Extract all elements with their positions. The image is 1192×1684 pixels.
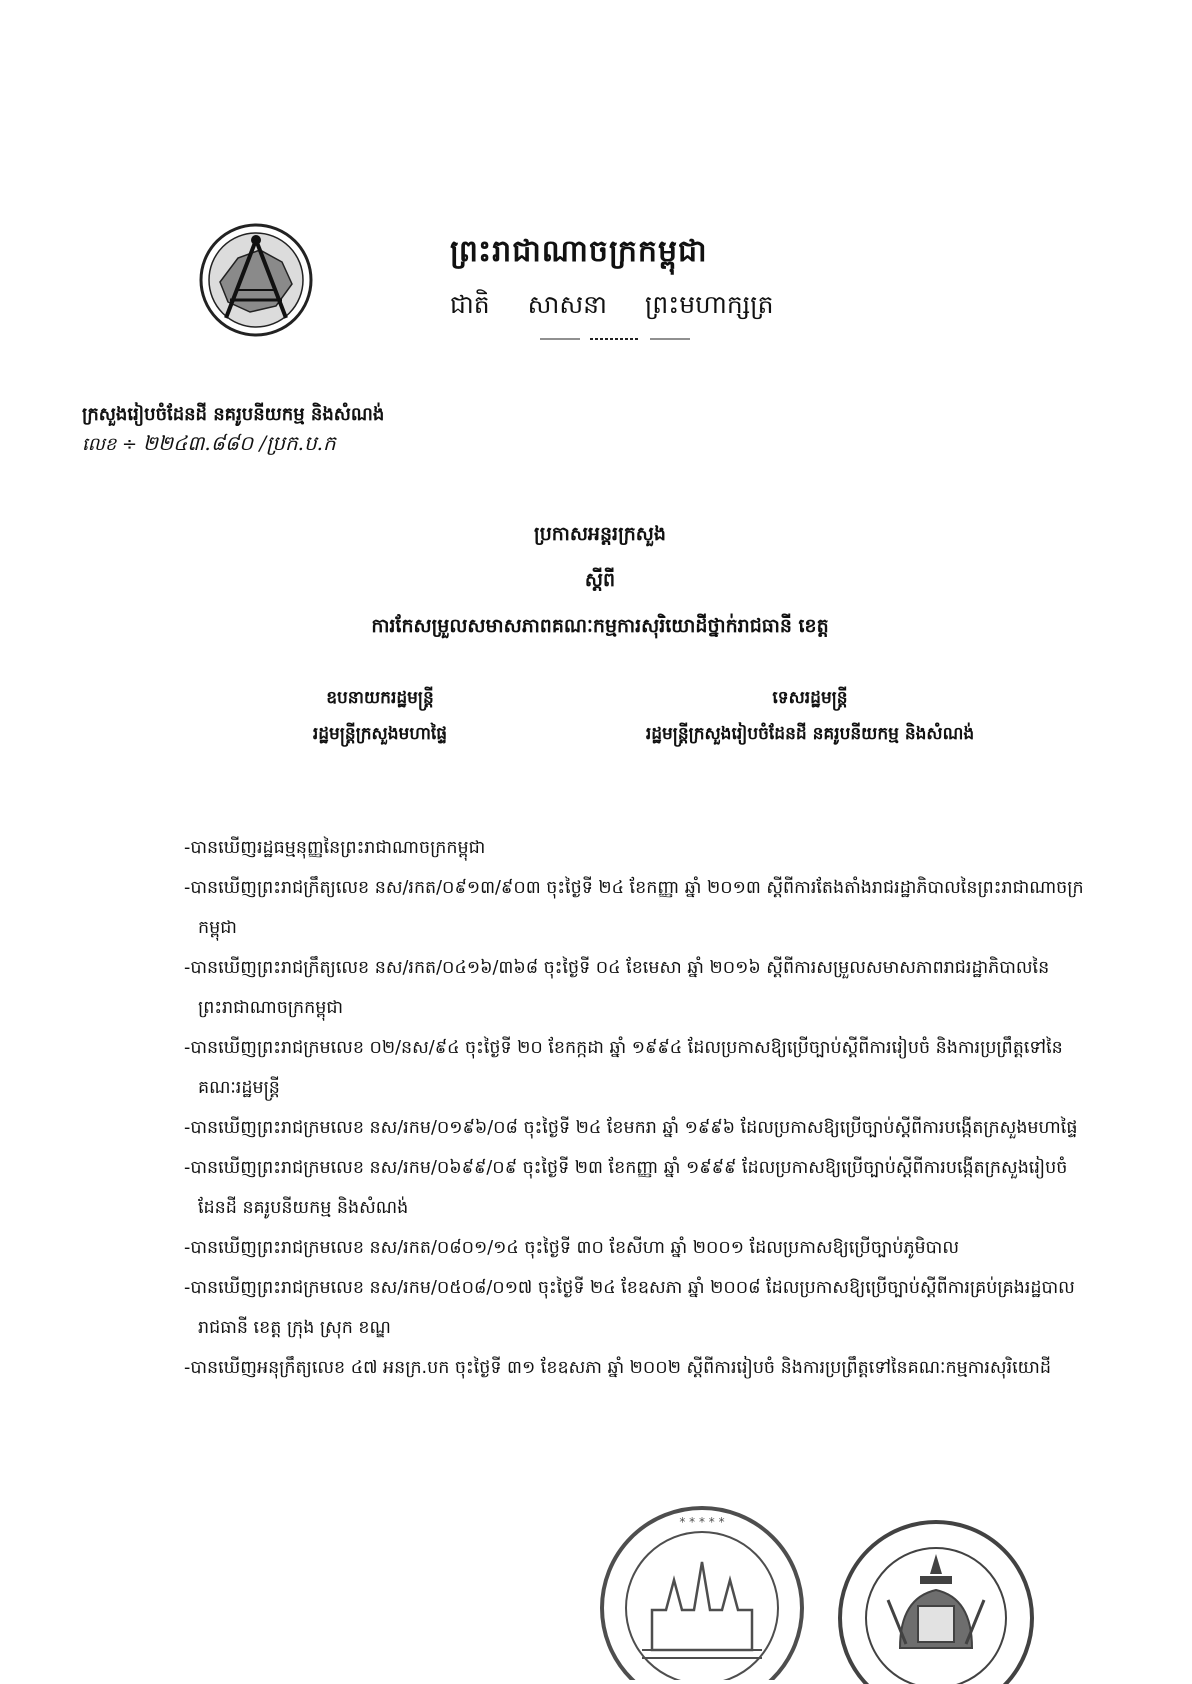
svg-text:* * * * *: * * * * * <box>679 1515 725 1529</box>
considerations-list <box>184 828 1094 1388</box>
title-line-2: ស្ដីពី <box>584 569 616 591</box>
list-item: -បានឃើញរដ្ឋធម្មនុញ្ញនៃព្រះរាជាណាចក្រកម្ពុជា <box>184 838 486 858</box>
issuing-ministry: ក្រសួងរៀបចំដែនដី នគរូបនីយកម្ម និងសំណង់ <box>82 404 385 425</box>
list-item: -បានឃើញព្រះរាជក្រមលេខ នស/រកម/០៦៩៩/០៩ ចុះថ្ងៃទី ២៣ ខែកញ្ញា ឆ្នាំ ១៩៩៩ ដែលប្រកាសឱ្យប្រើច្បាប់ស្ដីពីការបង្កើតក្រសួងរៀបចំដែនដី នគរូបនីយកម្ម និងសំណង់ <box>184 1158 1068 1218</box>
ministry-stamp <box>594 1500 810 1680</box>
reference-number: ២២៤៣.៨៨០ /ប្រក.ប.ក <box>142 431 336 455</box>
title-line-3: ការកែសម្រួលសមាសភាពគណៈកម្មការសុរិយោដីថ្នាក់រាជធានី ខេត្ត <box>371 615 829 637</box>
right-signatory <box>570 680 1050 752</box>
ministry-emblem <box>198 222 314 338</box>
kingdom-heading: ព្រះរាជាណាចក្រកម្ពុជា <box>450 234 708 269</box>
left-signatory-title: ឧបនាយករដ្ឋមន្ត្រី <box>326 688 434 708</box>
list-item: -បានឃើញព្រះរាជក្រមលេខ នស/រកម/០១៩៦/០៨ ចុះថ្ងៃទី ២៤ ខែមករា ឆ្នាំ ១៩៩៦ ដែលប្រកាសឱ្យប្រើច្បាប់ស្ដីពីការបង្កើតក្រសួងមហាផ្ទៃ <box>184 1118 1078 1138</box>
left-signatory <box>250 680 510 752</box>
document-reference <box>82 430 336 460</box>
list-item: -បានឃើញអនុក្រឹត្យលេខ ៤៧ អនក្រ.បក ចុះថ្ងៃទី ៣១ ខែឧសភា ឆ្នាំ ២០០២ ស្ដីពីការរៀបចំ និងការប្រព្រឹត្តទៅនៃគណៈកម្មការសុរិយោដី <box>184 1358 1052 1378</box>
list-item: -បានឃើញព្រះរាជក្រឹត្យលេខ នស/រកត/០៩១៣/៩០៣ ចុះថ្ងៃទី ២៤ ខែកញ្ញា ឆ្នាំ ២០១៣ ស្ដីពីការតែងតាំងរាជរដ្ឋាភិបាលនៃព្រះរាជាណាចក្រកម្ពុជា <box>184 878 1084 938</box>
royal-government-stamp <box>834 1516 1042 1684</box>
ornament-divider <box>540 336 690 342</box>
list-item: -បានឃើញព្រះរាជក្រមលេខ នស/រកម/០៥០៨/០១៧ ចុះថ្ងៃទី ២៤ ខែឧសភា ឆ្នាំ ២០០៨ ដែលប្រកាសឱ្យប្រើច្បាប់ស្ដីពីការគ្រប់គ្រងរដ្ឋបាលរាជធានី ខេត្ត ក្រុង ស្រុក ខណ្ឌ <box>184 1278 1075 1338</box>
left-signatory-role: រដ្ឋមន្ត្រីក្រសួងមហាផ្ទៃ <box>312 724 448 744</box>
title-line-1: ប្រកាសអន្តរក្រសួង <box>534 523 666 545</box>
list-item: -បានឃើញព្រះរាជក្រមលេខ នស/រកត/០៨០១/១៤ ចុះថ្ងៃទី ៣០ ខែសីហា ឆ្នាំ ២០០១ ដែលប្រកាសឱ្យប្រើច្បាប់ភូមិបាល <box>184 1238 959 1258</box>
reference-label: លេខ ÷ <box>82 434 138 455</box>
list-item: -បានឃើញព្រះរាជក្រមលេខ ០២/នស/៩៤ ចុះថ្ងៃទី ២០ ខែកក្កដា ឆ្នាំ ១៩៩៤ ដែលប្រកាសឱ្យប្រើច្បាប់ស្ដីពីការរៀបចំ និងការប្រព្រឹត្តទៅនៃគណៈរដ្ឋមន្ត្រី <box>184 1038 1063 1098</box>
national-motto: ជាតិ សាសនា ព្រះមហាក្សត្រ <box>450 290 774 319</box>
right-signatory-role: រដ្ឋមន្ត្រីក្រសួងរៀបចំដែនដី នគរូបនីយកម្ម និងសំណង់ <box>645 724 975 744</box>
list-item: -បានឃើញព្រះរាជក្រឹត្យលេខ នស/រកត/០៤១៦/៣៦៨ ចុះថ្ងៃទី ០៤ ខែមេសា ឆ្នាំ ២០១៦ ស្ដីពីការសម្រួលសមាសភាពរាជរដ្ឋាភិបាលនៃព្រះរាជាណាចក្រកម្ពុជា <box>184 958 1050 1018</box>
right-signatory-title: ទេសរដ្ឋមន្ត្រី <box>772 688 848 708</box>
document-title-block <box>260 522 940 660</box>
